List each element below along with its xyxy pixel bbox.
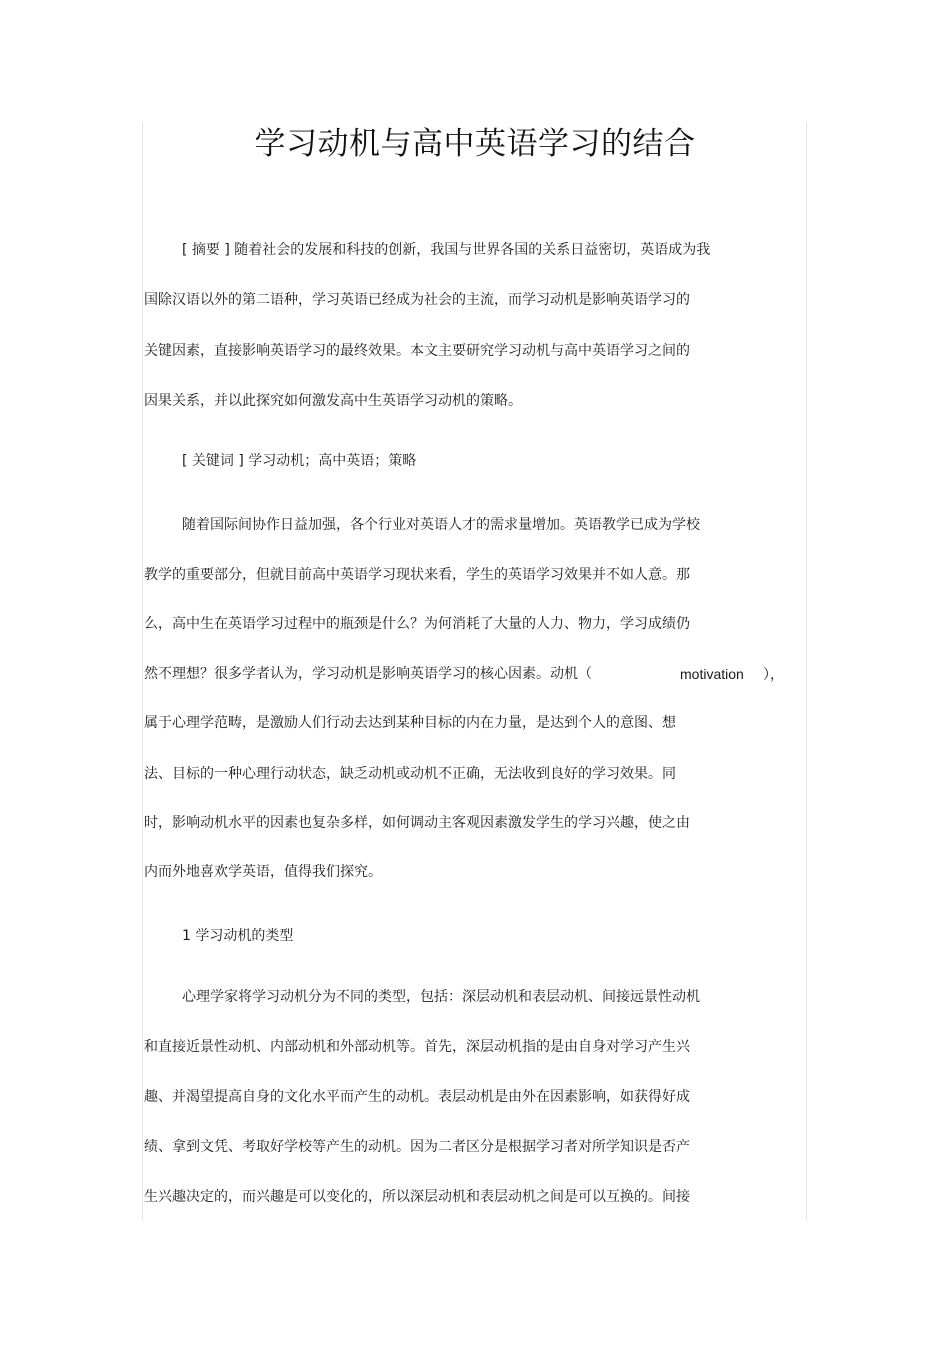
section-line-5: 生兴趣决定的，而兴趣是可以变化的，所以深层动机和表层动机之间是可以互换的。间接 [144,1189,690,1205]
left-margin-line [142,122,143,1220]
body-line-5: 属于心理学范畴，是激励人们行动去达到某种目标的内在力量，是达到个人的意图、想 [144,715,676,731]
right-margin-line [806,122,807,1220]
abstract-line-3: 关键因素，直接影响英语学习的最终效果。本文主要研究学习动机与高中英语学习之间的 [144,343,690,359]
motivation-term: motivation [680,666,744,682]
motivation-close-paren: ）， [763,666,784,682]
body-line-1: 随着国际间协作日益加强，各个行业对英语人才的需求量增加。英语教学已成为学校 [182,517,700,533]
section-line-1: 心理学家将学习动机分为不同的类型，包括：深层动机和表层动机、间接远景性动机 [182,989,700,1005]
section-line-4: 绩、拿到文凭、考取好学校等产生的动机。因为二者区分是根据学习者对所学知识是否产 [144,1139,690,1155]
abstract-line-1: [ 摘要 ] 随着社会的发展和科技的创新，我国与世界各国的关系日益密切，英语成为我 [182,242,711,258]
section-line-2: 和直接近景性动机、内部动机和外部动机等。首先，深层动机指的是由自身对学习产生兴 [144,1039,690,1055]
body-line-7: 时，影响动机水平的因素也复杂多样，如何调动主客观因素激发学生的学习兴趣，使之由 [144,815,690,831]
body-line-4: 然不理想？很多学者认为，学习动机是影响英语学习的核心因素。动机（ [144,666,592,682]
keywords-line: [ 关键词 ] 学习动机；高中英语；策略 [182,453,417,469]
document-title: 学习动机与高中英语学习的结合 [254,126,696,162]
section-line-3: 趣、并渴望提高自身的文化水平而产生的动机。表层动机是由外在因素影响，如获得好成 [144,1089,690,1105]
abstract-line-2: 国除汉语以外的第二语种，学习英语已经成为社会的主流，而学习动机是影响英语学习的 [144,292,690,308]
body-line-3: 么，高中生在英语学习过程中的瓶颈是什么？为何消耗了大量的人力、物力，学习成绩仍 [144,616,690,632]
section-heading-1: 1 学习动机的类型 [182,928,294,944]
body-line-2: 教学的重要部分，但就目前高中英语学习现状来看，学生的英语学习效果并不如人意。那 [144,567,690,583]
body-line-6: 法、目标的一种心理行动状态，缺乏动机或动机不正确，无法收到良好的学习效果。同 [144,766,676,782]
abstract-line-4: 因果关系，并以此探究如何激发高中生英语学习动机的策略。 [144,393,522,409]
body-line-8: 内而外地喜欢学英语，值得我们探究。 [144,864,382,880]
